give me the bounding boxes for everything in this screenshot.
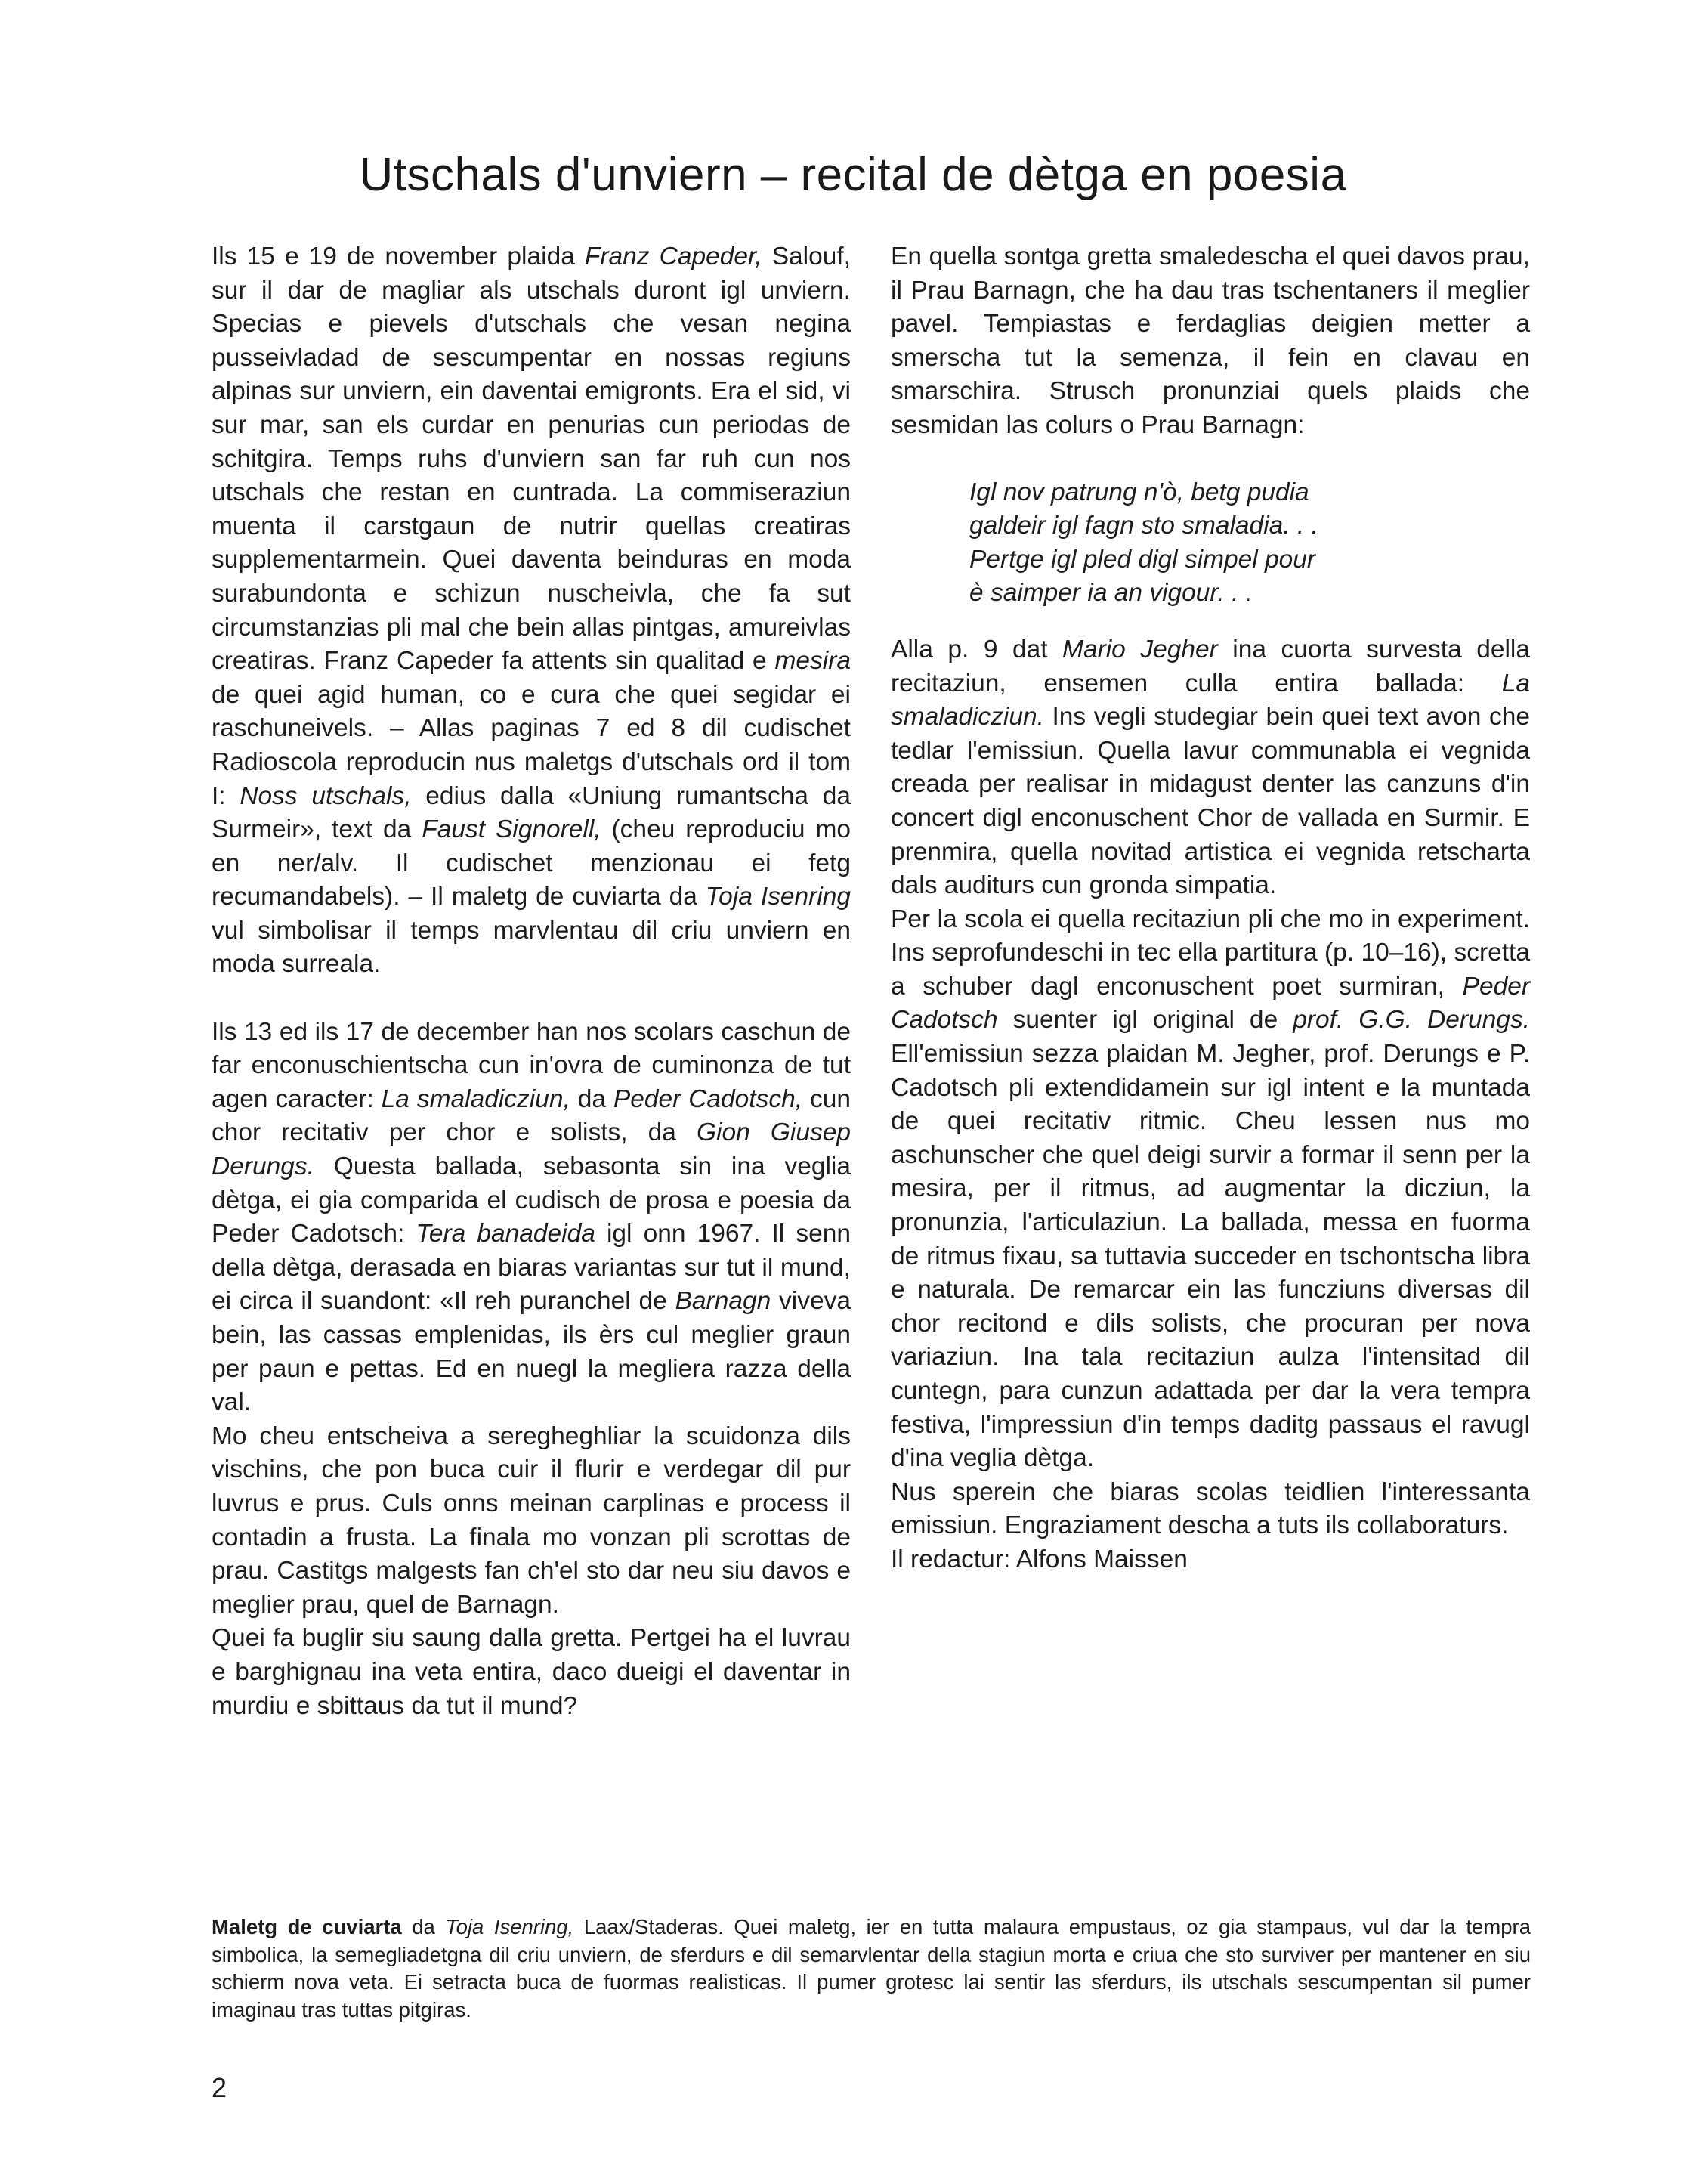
paragraph-gap [212, 982, 851, 1016]
paragraph: Nus sperein che biaras scolas teidlien l'interessanta emissiun. Engraziament descha a tuts ils collaboraturs. [891, 1477, 1530, 1540]
article-title: Utschals d'unviern – recital de dètga en poesia [359, 149, 1347, 201]
italic-text: La smaladicziun. [891, 669, 1530, 732]
poem-quote [969, 476, 1530, 611]
italic-text: Gion Giusep Derungs. [212, 1118, 851, 1181]
paragraph: Alla p. 9 dat Mario Jegher ina cuorta survesta della recitaziun, ensemen culla entira ballada: La smaladicziun. Ins vegli studegiar bein quei text avon che tedlar l'emissiun. Quella lavur communabla ei vegnida creada per realisar in midagust denter las canzuns d'in concert digl enconuschent Chor de vallada en Surmir. E prenmira, quella novitad artistica ei vegnida retscharta dals auditurs cun gronda simpatia. [891, 635, 1530, 900]
bold-text: Maletg de cuviarta [212, 1915, 402, 1938]
poem-line: è saimper ia an vigour. . . [969, 579, 1253, 608]
italic-text: Toja Isenring, [445, 1915, 574, 1938]
poem-line: Igl nov patrung n'ò, betg pudia [969, 478, 1309, 506]
paragraph: Mo cheu entscheiva a seregheghliar la scuidonza dils vischins, che pon buca cuir il flurir e verdegar dil pur luvrus e prus. Culs onns meinan carplinas e process il contadin a frusta. La finala mo vonzan pli scrottas de prau. Castitgs malgests fan ch'el sto dar neu siu davos e meglier prau, quel de Barnagn. [212, 1421, 851, 1619]
italic-text: La smaladicziun, [381, 1084, 570, 1113]
paragraph: Quei fa buglir siu saung dalla gretta. Pertgei ha el luvrau e barghignau ina veta entira, daco dueigi el daventar in murdiu e sbittaus da tut il mund? [212, 1624, 851, 1720]
italic-text: Peder Cadotsch, [613, 1084, 803, 1113]
italic-text: mesira [774, 647, 851, 676]
italic-text: Toja Isenring [705, 883, 851, 911]
page-number: 2 [212, 2072, 227, 2103]
poem-line: galdeir igl fagn sto smaladia. . . [969, 512, 1318, 540]
paragraph: Ils 13 ed ils 17 de december han nos scolars caschun de far enconuschientscha cun in'ovra de cuminonza de tut agen caracter: La smaladicziun, da Peder Cadotsch, cun chor recitativ per chor e solists, da Gion Giusep Derungs. Questa ballada, sebasonta sin ina veglia dètga, ei gia comparida el cudisch de prosa e poesia da Peder Cadotsch: Tera banadeida igl onn 1967. Il senn della dètga, derasada en biaras variantas sur tut il mund, ei circa il suandont: «Il reh puranchel de Barnagn viveva bein, las cassas emplenidas, ils èrs cul meglier graun per paun e pettas. Ed en nuegl la megliera razza della val. [212, 1017, 851, 1417]
italic-text: Faust Signorell, [422, 815, 601, 844]
cover-image-caption: Maletg de cuviarta da Toja Isenring, Laax/Staderas. Quei maletg, ier en tutta malaura empustaus, oz gia stampaus, vul dar la tempra simbolica, la semegliadetgna dil criu unviern, de sferdurs e dil semarvlentar della stagiun morta e criua che sto surviver per mantener en siu schierm nova veta. Ei setracta buca de fuormas realisticas. Il pumer grotesc lai sentir las sferdurs, ils utschals sescumpentan sil pumer imaginau tras tuttas pitgiras. [212, 1915, 1531, 2022]
italic-text: Barnagn [675, 1287, 771, 1316]
left-column [212, 240, 851, 1723]
italic-text: prof. G.G. Derungs. [1293, 1006, 1530, 1035]
italic-text: Peder Cadotsch [891, 972, 1530, 1035]
italic-text: Noss utschals, [240, 781, 412, 810]
signature: Il redactur: Alfons Maissen [891, 1545, 1188, 1573]
italic-text: Mario Jegher [1062, 635, 1218, 664]
paragraph: Ils 15 e 19 de november plaida Franz Capeder, Salouf, sur il dar de magliar als utschals duront igl unviern. Specias e pievels d'utschals che vesan negina pusseivladad de sescumpentar en nossas regiuns alpinas sur unviern, ein daventai emigronts. Era el sid, vi sur mar, san els curdar en penurias cun periodas de schitgira. Temps ruhs d'unviern san far ruh cun nos utschals che restan en cuntrada. La commiseraziun muenta il carstgaun de nutrir quellas creatiras supplementarmein. Quei daventa beinduras en moda surabundonta e schizun nuscheivla, che fa sut circumstanzias pli mal che bein allas pintgas, amureivlas creatiras. Franz Capeder fa attents sin qualitad e mesira de quei agid human, co e cura che quei segidar ei raschuneivels. – Allas paginas 7 ed 8 dil cudischet Radioscola reproducin nus maletgs d'utschals ord il tom I: Noss utschals, edius dalla «Uniung rumantscha da Surmeir», text da Faust Signorell, (cheu reproduciu mo en ner/alv. Il cudischet menzionau ei fetg recumandabels). – Il maletg de cuviarta da Toja Isenring vul simbolisar il temps marvlentau dil criu unviern en moda surreala. [212, 243, 851, 979]
poem-line: Pertge igl pled digl simpel pour [969, 545, 1316, 574]
italic-text: Tera banadeida [416, 1220, 595, 1248]
paragraph: En quella sontga gretta smaledescha el quei davos prau, il Prau Barnagn, che ha dau tras tschentaners il meglier pavel. Tempiastas e ferdaglias deigien metter a smerscha tut la semenza, il fein en clavau en smarschira. Strusch pronunziai quels plaids che sesmidan las colurs o Prau Barnagn: [891, 243, 1530, 439]
right-column [891, 240, 1530, 1577]
paragraph: Per la scola ei quella recitaziun pli che mo in experiment. Ins seprofundeschi in tec ella partitura (p. 10–16), scretta a schuber dagl enconuschent poet surmiran, Peder Cadotsch suenter igl original de prof. G.G. Derungs. Ell'emissiun sezza plaidan M. Jegher, prof. Derungs e P. Cadotsch pli extendidamein sur igl intent e la muntada de quei recitativ ritmic. Cheu lessen nus mo aschunscher che quel deigi survir a formar il senn per la mesira, per il ritmus, ad augmentar la dicziun, la pronunzia, l'articulaziun. La ballada, messa en fuorma de ritmus fixau, sa tuttavia succeder en tschontscha libra e naturala. De remarcar ein las funcziuns diversas dil chor recitond e dils solists, che procuran per nova variaziun. Ina tala recitaziun aulza l'intensitad dil cuntegn, para cunzun adattada per dar la vera tempra festiva, l'impressiun d'in temps daditg passaus el ravugl d'ina veglia dètga. [891, 905, 1530, 1473]
italic-text: Franz Capeder, [584, 243, 762, 271]
